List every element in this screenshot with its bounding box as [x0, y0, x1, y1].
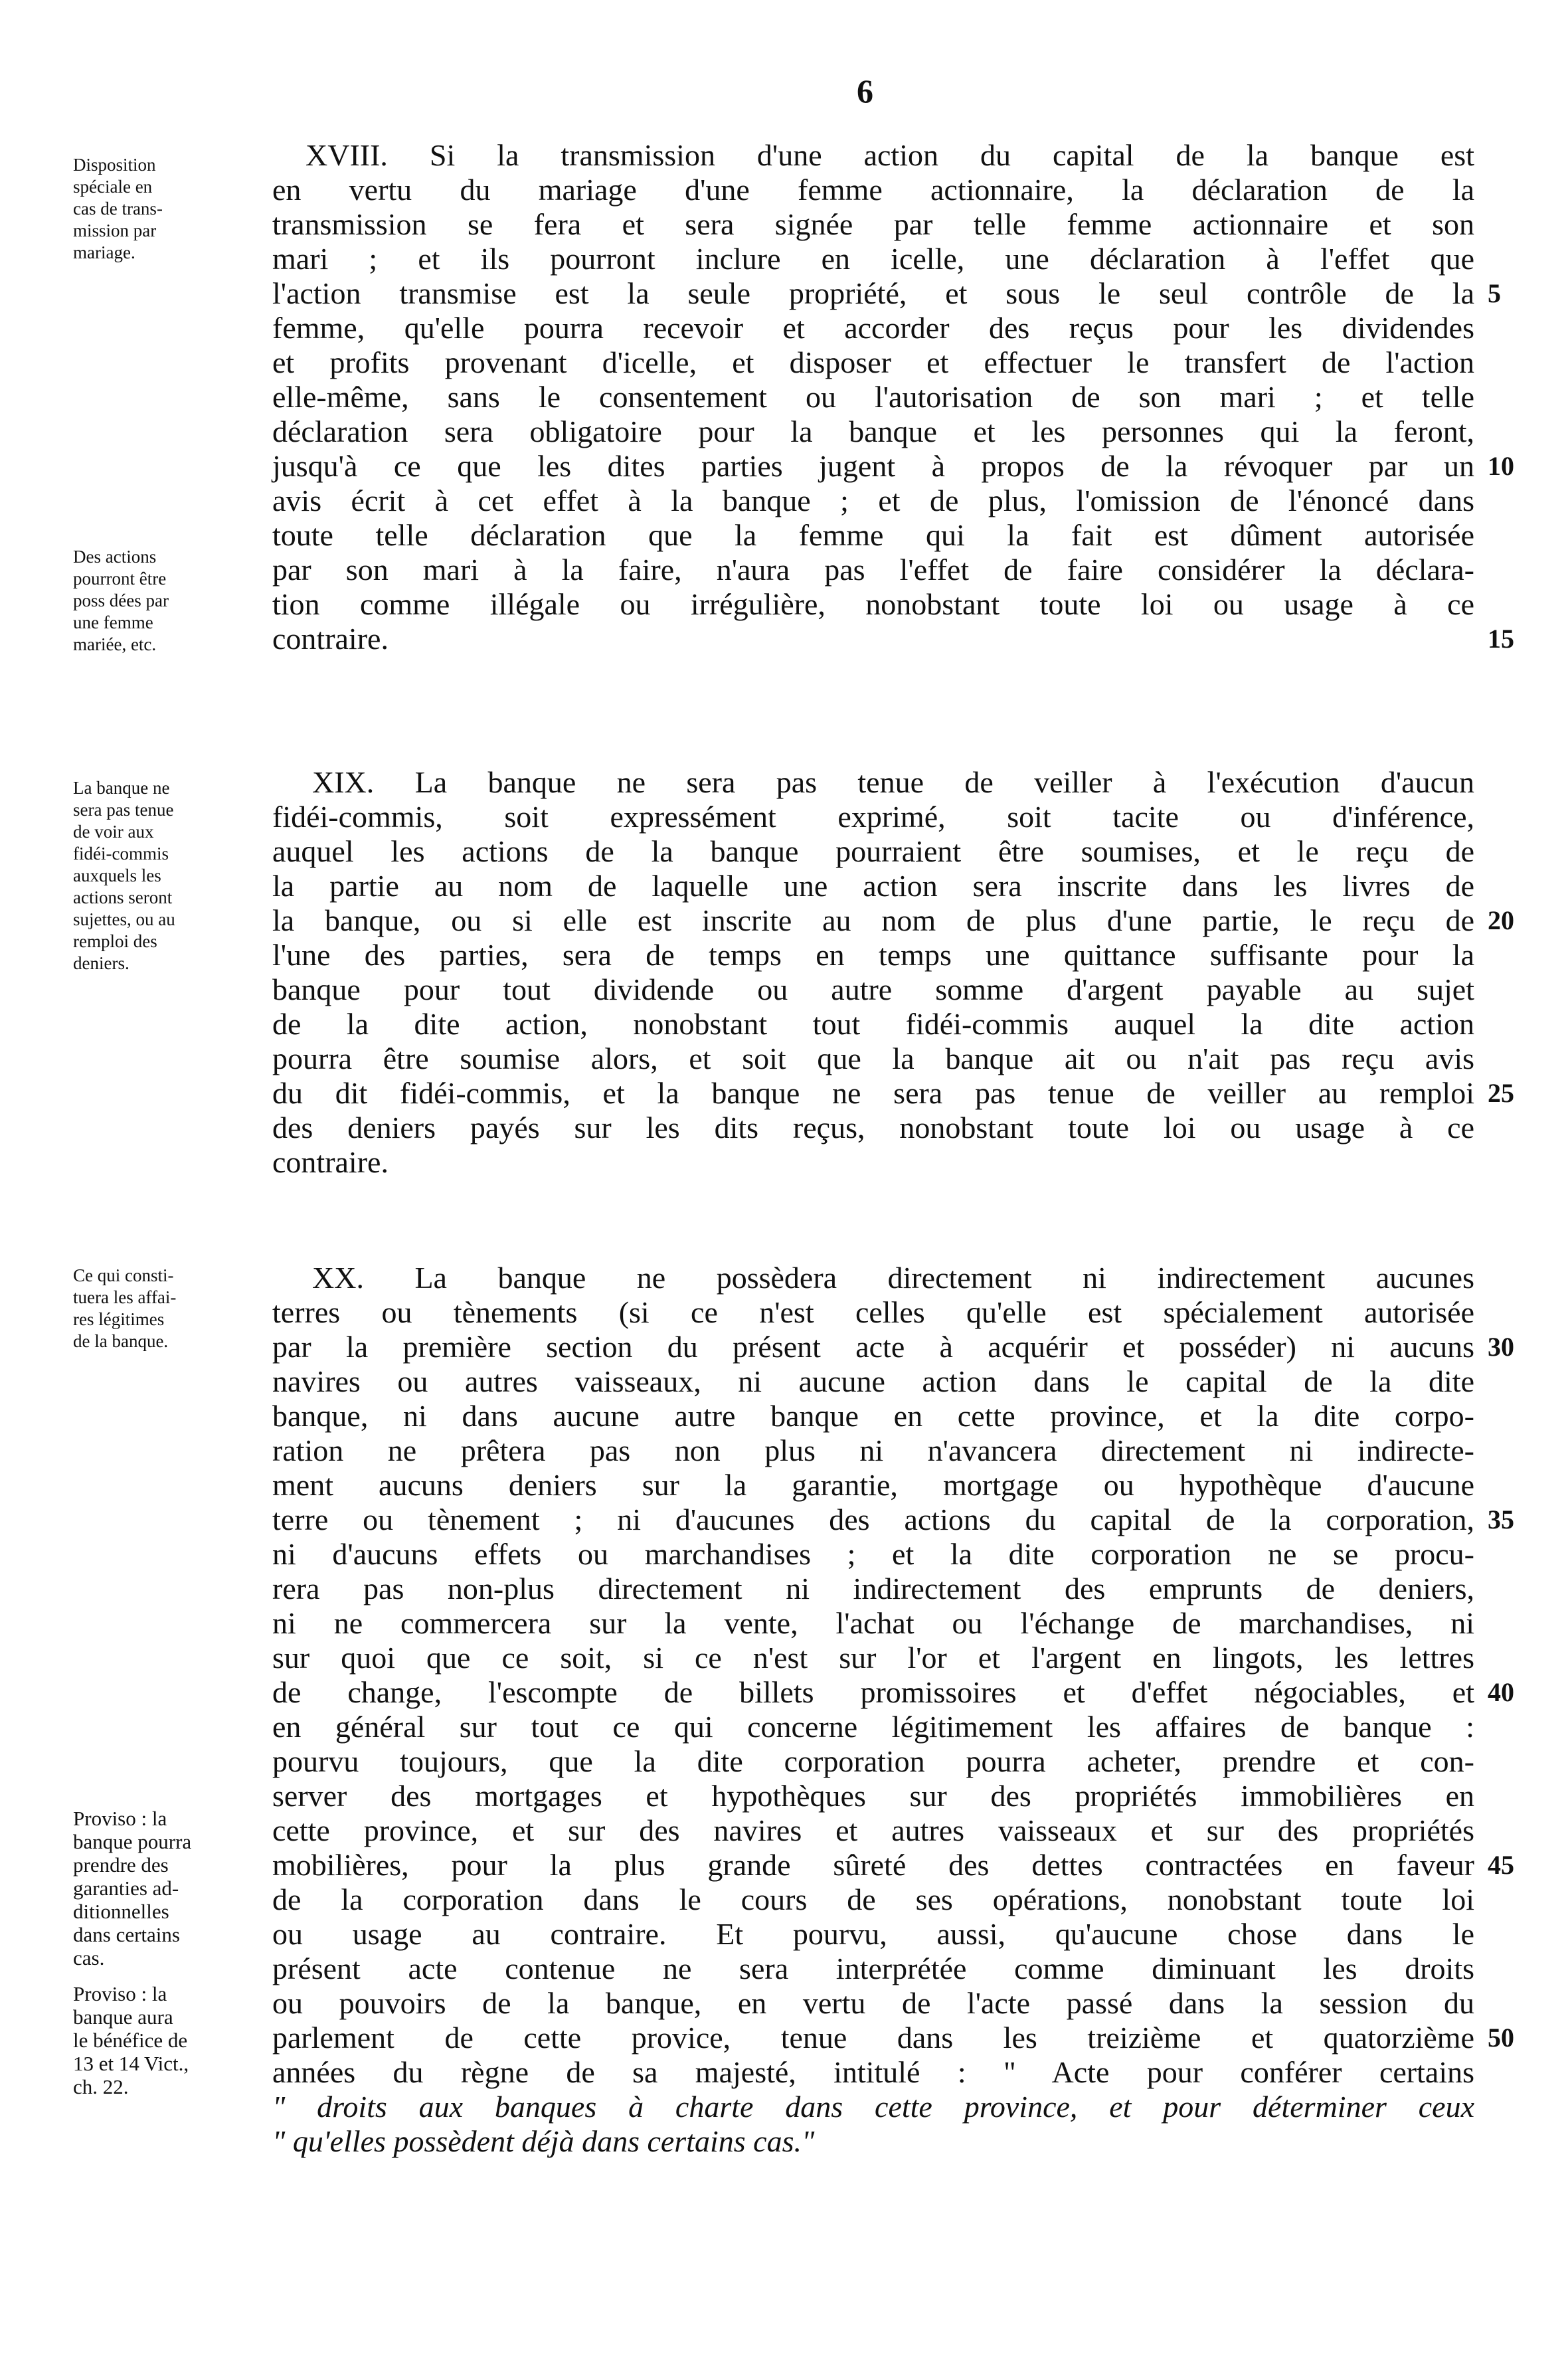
section-xviii	[272, 138, 1474, 656]
line-number: 5	[1488, 278, 1501, 308]
text-line: la banque, ou si elle est inscrite au nom de plus d'une partie, le reçu de	[272, 903, 1474, 937]
text-line: mari ; et ils pourront inclure en icelle, une déclaration à l'effet que	[272, 242, 1474, 276]
margin-note-affaires: Ce qui consti- tuera les affai- res légitimes de la banque.	[73, 1265, 177, 1351]
text-line: transmission se fera et sera signée par telle femme actionnaire et son	[272, 207, 1474, 241]
text-line: auquel les actions de la banque pourraient être soumises, et le reçu de	[272, 834, 1474, 868]
text-line: pourvu toujours, que la dite corporation pourra acheter, prendre et con-	[272, 1744, 1474, 1778]
text-line: tion comme illégale ou irrégulière, nonobstant toute loi ou usage à ce	[272, 587, 1474, 621]
line-number: 50	[1488, 2023, 1514, 2053]
text-line: de la corporation dans le cours de ses opérations, nonobstant toute loi	[272, 1882, 1474, 1916]
text-line: sur quoi que ce soit, si ce n'est sur l'or et l'argent en lingots, les lettres	[272, 1641, 1474, 1675]
text-line: du dit fidéi-commis, et la banque ne sera pas tenue de veiller au remploi	[272, 1076, 1474, 1110]
text-line: pourra être soumise alors, et soit que la banque ait ou n'ait pas reçu avis	[272, 1042, 1474, 1075]
text-line: ou pouvoirs de la banque, en vertu de l'acte passé dans la session du	[272, 1986, 1474, 2020]
text-line: terres ou tènements (si ce n'est celles qu'elle est spécialement autorisée	[272, 1295, 1474, 1329]
text-line: mobilières, pour la plus grande sûreté des dettes contractées en faveur	[272, 1848, 1474, 1882]
text-line: ni d'aucuns effets ou marchandises ; et la dite corporation ne se procu-	[272, 1537, 1474, 1571]
text-line: banque pour tout dividende ou autre somme d'argent payable au sujet	[272, 972, 1474, 1006]
text-line: présent acte contenue ne sera interprétée comme diminuant les droits	[272, 1952, 1474, 1985]
text-line: déclaration sera obligatoire pour la banque et les personnes qui la feront,	[272, 414, 1474, 448]
text-line: elle-même, sans le consentement ou l'autorisation de son mari ; et telle	[272, 380, 1474, 414]
text-line: de la dite action, nonobstant tout fidéi-commis auquel la dite action	[272, 1007, 1474, 1041]
section-xx	[272, 1261, 1474, 2159]
margin-note-proviso-benefice: Proviso : la banque aura le bénéfice de 13 et 14 Vict., ch. 22.	[73, 1982, 189, 2098]
text-line: femme, qu'elle pourra recevoir et accorder des reçus pour les dividendes	[272, 311, 1474, 345]
text-line: jusqu'à ce que les dites parties jugent à propos de la révoquer par un	[272, 449, 1474, 483]
line-number: 25	[1488, 1078, 1514, 1108]
text-line: ment aucuns deniers sur la garantie, mortgage ou hypothèque d'aucune	[272, 1468, 1474, 1502]
margin-note-proviso-garanties: Proviso : la banque pourra prendre des garanties ad- ditionnelles dans certains cas.	[73, 1807, 192, 1969]
text-line: cette province, et sur des navires et autres vaisseaux et sur des propriétés	[272, 1813, 1474, 1847]
line-number: 40	[1488, 1677, 1514, 1707]
text-line: avis écrit à cet effet à la banque ; et de plus, l'omission de l'énoncé dans	[272, 484, 1474, 517]
text-line: " droits aux banques à charte dans cette province, et pour déterminer ceux	[272, 2090, 1474, 2124]
text-line: en vertu du mariage d'une femme actionnaire, la déclaration de la	[272, 173, 1474, 207]
text-line: l'action transmise est la seule propriété, et sous le seul contrôle de la	[272, 276, 1474, 310]
text-line: années du règne de sa majesté, intitulé : " Acte pour conférer certains	[272, 2055, 1474, 2089]
text-line: fidéi-commis, soit expressément exprimé, soit tacite ou d'inférence,	[272, 800, 1474, 834]
text-line: par la première section du présent acte à acquérir et posséder) ni aucuns	[272, 1330, 1474, 1364]
line-number: 30	[1488, 1332, 1514, 1362]
margin-note-actions-femme: Des actions pourront être poss dées par une femme mariée, etc.	[73, 547, 169, 654]
text-line: et profits provenant d'icelle, et disposer et effectuer le transfert de l'action	[272, 345, 1474, 379]
text-line: toute telle déclaration que la femme qui la fait est dûment autorisée	[272, 518, 1474, 552]
line-number: 35	[1488, 1505, 1514, 1534]
text-line: terre ou tènement ; ni d'aucunes des actions du capital de la corporation,	[272, 1503, 1474, 1536]
section-xix	[272, 765, 1474, 1180]
text-line: ration ne prêtera pas non plus ni n'avancera directement ni indirecte-	[272, 1433, 1474, 1467]
text-line: l'une des parties, sera de temps en temps une quittance suffisante pour la	[272, 938, 1474, 972]
text-line: XIX. La banque ne sera pas tenue de veiller à l'exécution d'aucun	[312, 765, 1474, 799]
text-line: " qu'elles possèdent déjà dans certains cas."	[272, 2124, 815, 2158]
line-number: 15	[1488, 624, 1514, 654]
text-line: rera pas non-plus directement ni indirectement des emprunts de deniers,	[272, 1572, 1474, 1605]
text-line: ou usage au contraire. Et pourvu, aussi, qu'aucune chose dans le	[272, 1917, 1474, 1951]
page-number: 6	[857, 72, 873, 110]
text-line: parlement de cette provice, tenue dans les treizième et quatorzième	[272, 2021, 1474, 2055]
text-line: en général sur tout ce qui concerne légitimement les affaires de banque :	[272, 1710, 1474, 1744]
line-number: 45	[1488, 1850, 1514, 1880]
text-line: server des mortgages et hypothèques sur des propriétés immobilières en	[272, 1779, 1474, 1813]
margin-note-disposition: Disposition spéciale en cas de trans- mission par mariage.	[73, 155, 163, 262]
text-line: XX. La banque ne possèdera directement ni indirectement aucunes	[312, 1261, 1474, 1295]
text-line: ni ne commercera sur la vente, l'achat ou l'échange de marchandises, ni	[272, 1606, 1474, 1640]
text-line: de change, l'escompte de billets promissoires et d'effet négociables, et	[272, 1675, 1474, 1709]
text-line: XVIII. Si la transmission d'une action du capital de la banque est	[305, 138, 1474, 172]
text-line: contraire.	[272, 622, 389, 656]
text-line: navires ou autres vaisseaux, ni aucune action dans le capital de la dite	[272, 1364, 1474, 1398]
text-line: des deniers payés sur les dits reçus, nonobstant toute loi ou usage à ce	[272, 1111, 1474, 1144]
line-number: 20	[1488, 905, 1514, 935]
text-line: banque, ni dans aucune autre banque en cette province, et la dite corpo-	[272, 1399, 1474, 1433]
margin-note-fidei-commis: La banque ne sera pas tenue de voir aux fidéi-commis auxquels les actions seront sujettes, ou au remploi des deniers.	[73, 778, 175, 973]
text-line: contraire.	[272, 1145, 389, 1179]
text-line: la partie au nom de laquelle une action sera inscrite dans les livres de	[272, 869, 1474, 903]
line-number: 10	[1488, 451, 1514, 481]
text-line: par son mari à la faire, n'aura pas l'effet de faire considérer la déclara-	[272, 553, 1474, 587]
